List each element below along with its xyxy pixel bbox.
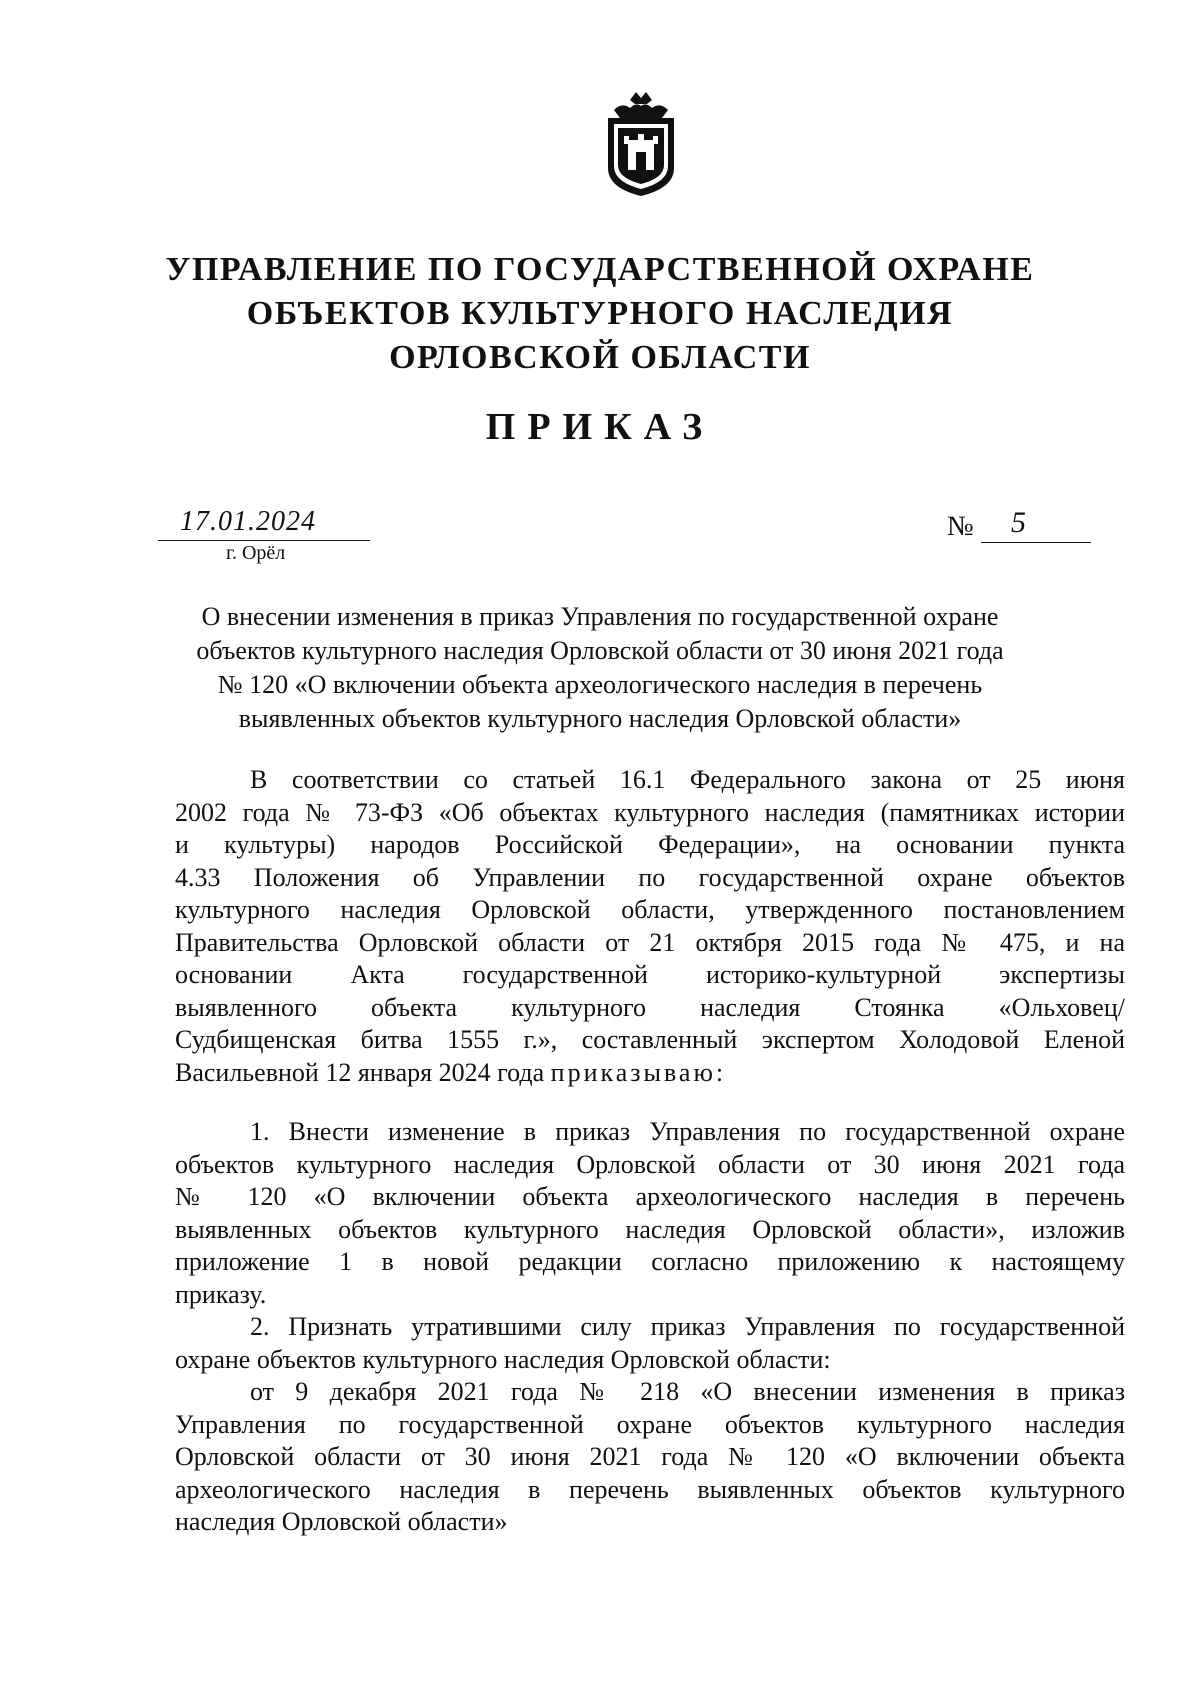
text-line: выявленных объектов культурного наследия Орловской области», изложив [175,1214,1125,1244]
number-sign: № [947,511,974,542]
text-line: 2002 года № 73-ФЗ «Об объектах культурного наследия (памятниках истории [175,797,1125,827]
organization-name [0,248,1200,380]
org-line-2: ОБЪЕКТОВ КУЛЬТУРНОГО НАСЛЕДИЯ [246,295,954,332]
number-underline [981,542,1091,543]
preamble-paragraph [175,764,1125,1089]
item-1-paragraph [175,1116,1125,1311]
text-line: В соответствии со статьей 16.1 Федерального закона от 25 июня [250,765,1125,794]
text-line: выявленного объекта культурного наследия Стоянка «Ольховец/ [175,992,1125,1022]
text-line: наследия Орловской области» [175,1507,508,1536]
date-block [158,505,370,565]
text-line: приказу. [175,1279,267,1309]
text-line: от 9 декабря 2021 года № 218 «О внесении изменения в приказ [250,1377,1125,1406]
org-line-1: УПРАВЛЕНИЕ ПО ГОСУДАРСТВЕННОЙ ОХРАНЕ [165,251,1035,288]
text-line: № 120 «О включении объекта археологического наследия в перечень [175,1182,1125,1211]
handwritten-date: 17.01.2024 [180,506,316,537]
text-line: 4.33 Положения об Управлении по государственной охране объектов [175,862,1125,892]
text-line: Управления по государственной охране объектов культурного наследия [175,1409,1125,1439]
text-line: 2. Признать утратившими силу приказ Управления по государственной [250,1312,1125,1341]
city-label: г. Орёл [226,542,286,564]
handwritten-number: 5 [1011,506,1026,539]
order-number-block [947,506,1097,550]
subject-line: объектов культурного наследия Орловской области от 30 июня 2021 года [196,636,1004,665]
text-line: Правительства Орловской области от 21 октября 2015 года № 475, и на [175,927,1125,957]
order-word: приказываю: [550,1057,727,1087]
text-line: объектов культурного наследия Орловской области от 30 июня 2021 года [175,1149,1125,1179]
text-line: культурного наследия Орловской области, утвержденного постановлением [175,895,1125,924]
subject-line: О внесении изменения в приказ Управления по государственной охране [201,602,999,631]
text-line: археологического наследия в перечень выявленных объектов культурного [175,1474,1125,1504]
text-line: приложение 1 в новой редакции согласно приложению к настоящему [175,1247,1125,1276]
subject-line: выявленных объектов культурного наследия Орловской области» [238,704,962,733]
document-type-title: ПРИКАЗ [485,406,715,448]
text-line [175,1057,1125,1090]
text-line: Судбищенская битва 1555 г.», составленный экспертом Холодовой Еленой [175,1025,1125,1054]
preamble-last-text: Васильевной 12 января 2024 года [175,1057,545,1087]
subject-line: № 120 «О включении объекта археологического наследия в перечень [217,670,983,699]
org-line-3: ОРЛОВСКОЙ ОБЛАСТИ [389,339,811,376]
text-line: 1. Внести изменение в приказ Управления по государственной охране [250,1117,1125,1146]
text-line: Орловской области от 30 июня 2021 года № 120 «О включении объекта [175,1442,1125,1471]
order-subject [160,600,1040,736]
text-line: основании Акта государственной историко-культурной экспертизы [175,960,1125,989]
text-line: и культуры) народов Российской Федерации», на основании пункта [175,830,1125,859]
text-line: охране объектов культурного наследия Орловской области: [175,1344,831,1374]
item-2-paragraph [175,1311,1125,1539]
coat-of-arms-emblem [600,88,682,200]
